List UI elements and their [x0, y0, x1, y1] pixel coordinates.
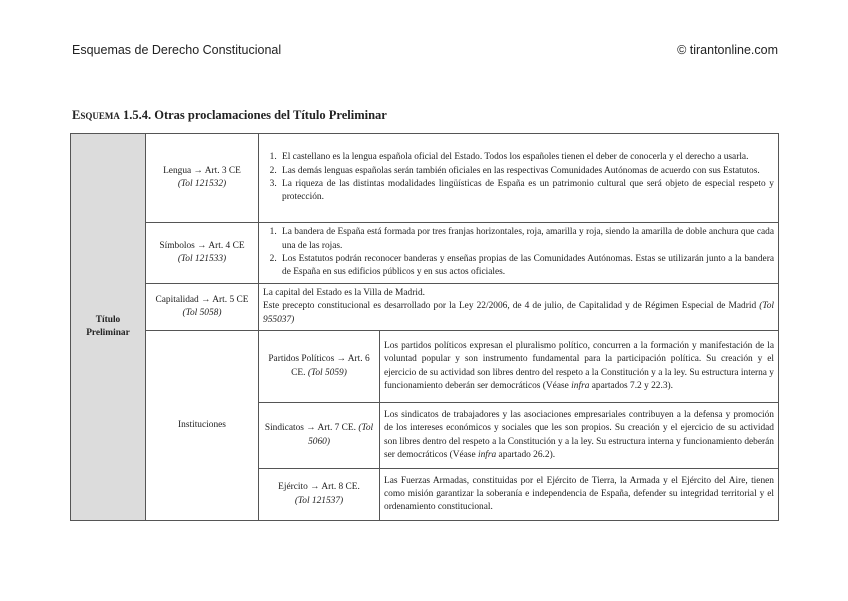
- label-instituciones: Instituciones: [146, 331, 259, 521]
- label-sindicatos: Sindicatos → Art. 7 CE. (Tol 5060): [259, 403, 380, 469]
- label-ejercito: Ejército → Art. 8 CE. (Tol 121537): [259, 469, 380, 521]
- label-capitalidad: Capitalidad → Art. 5 CE (Tol 5058): [146, 284, 259, 331]
- label-simbolos: Símbolos → Art. 4 CE (Tol 121533): [146, 223, 259, 284]
- row-partidos: [71, 331, 779, 403]
- schema-title: Esquema 1.5.4. Otras proclamaciones del Título Preliminar: [72, 108, 387, 122]
- content-lengua: 1. El castellano es la lengua española oficial del Estado. Todos los españoles tienen el deber de conocerla y el derecho a usarla. 2. Las demás lenguas españolas serán también oficiales en las respectivas Comunidades Autónomas de acuerdo con sus Estatutos. 3. La riqueza de las distintas modalidades lingüísticas de España es un patrimonio cultural que será objeto de especial respeto y protección.: [259, 134, 779, 223]
- content-sindicatos: Los sindicatos de trabajadores y las asociaciones empresariales contribuyen a la defensa y promoción de los intereses económicos y sociales que les son propios. Su creación y el ejercicio de su actividad son libres dentro del respeto a la Constitución y a la ley. Su estructura interna y funcionamiento deberán ser democráticos (Véase infra apartado 26.2).: [380, 403, 779, 469]
- row-lengua: [71, 134, 779, 223]
- content-capitalidad: La capital del Estado es la Villa de Madrid. Este precepto constitucional es desarrollado por la Ley 22/2006, de 4 de julio, de Capitalidad y de Régimen Especial de Madrid (Tol 955037): [259, 284, 779, 331]
- label-partidos: Partidos Políticos → Art. 6 CE. (Tol 5059): [259, 331, 380, 403]
- label-lengua: Lengua → Art. 3 CE (Tol 121532): [146, 134, 259, 223]
- content-ejercito: Las Fuerzas Armadas, constituidas por el Ejército de Tierra, la Armada y el Ejército del Aire, tienen como misión garantizar la soberanía e independencia de España, defender su integridad territorial y el ordenamiento constitucional.: [380, 469, 779, 521]
- row-capitalidad: [71, 284, 779, 331]
- content-partidos: Los partidos políticos expresan el pluralismo político, concurren a la formación y manifestación de la voluntad popular y son instrumento fundamental para la participación política. Su creación y el ejercicio de su actividad son libres dentro del respeto a la Constitución y a la ley. Su estructura interna y funcionamiento deberán ser democráticos (Véase infra apartados 7.2 y 22.3).: [380, 331, 779, 403]
- schema-table: [70, 133, 779, 521]
- content-simbolos: 1. La bandera de España está formada por tres franjas horizontales, roja, amarilla y roja, siendo la amarilla de doble anchura que cada una de las rojas. 2. Los Estatutos podrán reconocer banderas y enseñas propias de las Comunidades Autónomas. Estas se utilizarán junto a la bandera de España en sus edificios públicos y en sus actos oficiales.: [259, 223, 779, 284]
- row-simbolos: [71, 223, 779, 284]
- running-header-left: Esquemas de Derecho Constitucional: [72, 43, 282, 57]
- group-label: Título Preliminar: [71, 134, 146, 521]
- running-header-right: © tirantonline.com: [677, 43, 778, 57]
